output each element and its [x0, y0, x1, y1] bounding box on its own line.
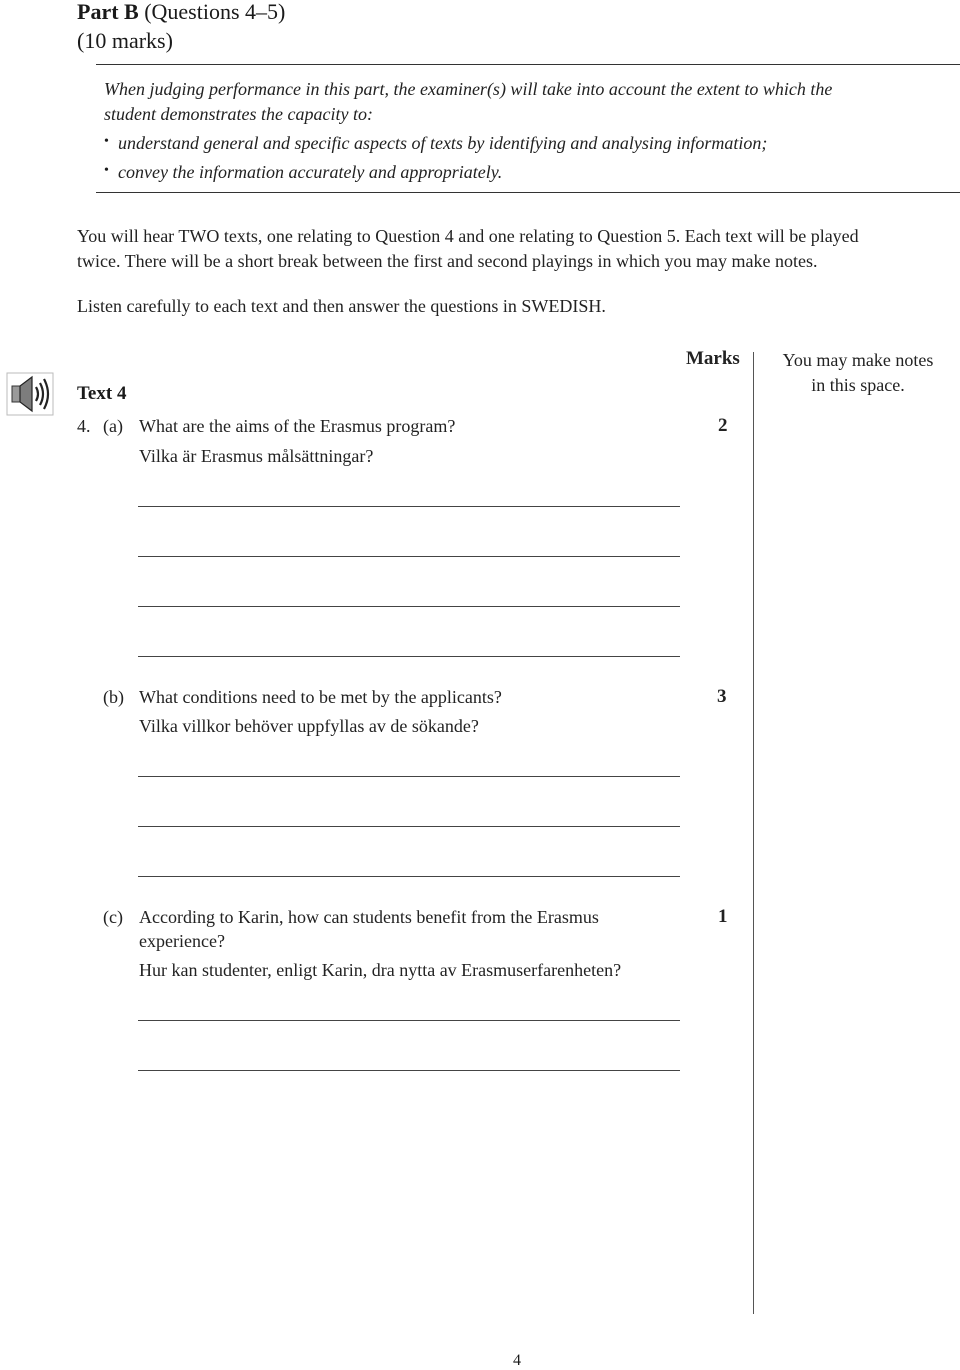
answer-line-4c-1[interactable]: [138, 1020, 680, 1021]
answer-line-4b-3[interactable]: [138, 876, 680, 877]
question-4b-marks: 3: [717, 686, 727, 707]
question-number: 4.: [77, 416, 91, 436]
page-number: 4: [513, 1352, 521, 1369]
notes-column-divider: [753, 352, 754, 1314]
criteria-bullet-1: understand general and specific aspects of texts by identifying and analysing information;: [118, 133, 768, 153]
answer-line-4c-2[interactable]: [138, 1070, 680, 1071]
criteria-intro-line1: When judging performance in this part, the examiner(s) will take into account the extent to which the: [104, 79, 833, 99]
question-4b-letter: (b): [103, 687, 124, 707]
part-label: Part B: [77, 0, 139, 24]
bullet-marker: •: [104, 134, 109, 149]
speaker-icon: [6, 372, 54, 416]
answer-line-4a-3[interactable]: [138, 606, 680, 607]
questions-range: (Questions 4–5): [144, 0, 286, 24]
answer-line-4a-4[interactable]: [138, 656, 680, 657]
answer-line-4a-1[interactable]: [138, 506, 680, 507]
instructions-line1: You will hear TWO texts, one relating to Question 4 and one relating to Question 5. Each text will be played: [77, 226, 859, 246]
question-4c-english-line1: According to Karin, how can students benefit from the Erasmus: [139, 907, 599, 927]
part-heading: [77, 0, 285, 26]
question-4c-english-line2: experience?: [139, 931, 225, 951]
question-4a-letter: (a): [103, 416, 123, 436]
divider-bottom: [96, 192, 960, 193]
question-4a-english: What are the aims of the Erasmus program?: [139, 416, 456, 436]
question-4b-english: What conditions need to be met by the applicants?: [139, 687, 502, 707]
divider-top: [96, 64, 960, 65]
instructions-line3: Listen carefully to each text and then answer the questions in SWEDISH.: [77, 296, 606, 316]
question-4c-marks: 1: [718, 906, 728, 927]
notes-column-header: [770, 348, 946, 398]
notes-header-line2: in this space.: [811, 375, 905, 395]
answer-line-4b-1[interactable]: [138, 776, 680, 777]
marks-column-header: Marks: [686, 348, 740, 369]
question-4a-marks: 2: [718, 415, 728, 436]
question-4c-swedish: Hur kan studenter, enligt Karin, dra nytta av Erasmuserfarenheten?: [139, 960, 622, 980]
notes-header-line1: You may make notes: [782, 350, 934, 370]
question-4c-letter: (c): [103, 907, 123, 927]
question-4b-swedish: Vilka villkor behöver uppfyllas av de sökande?: [139, 716, 479, 736]
question-4a-swedish: Vilka är Erasmus målsättningar?: [139, 446, 374, 466]
bullet-marker: •: [104, 163, 109, 178]
answer-line-4a-2[interactable]: [138, 556, 680, 557]
criteria-intro-line2: student demonstrates the capacity to:: [104, 104, 373, 124]
text4-label: Text 4: [77, 383, 127, 404]
marks-total: (10 marks): [77, 28, 173, 53]
criteria-bullet-2: convey the information accurately and appropriately.: [118, 162, 503, 182]
answer-line-4b-2[interactable]: [138, 826, 680, 827]
instructions-line2: twice. There will be a short break between the first and second playings in which you may make notes.: [77, 251, 818, 271]
